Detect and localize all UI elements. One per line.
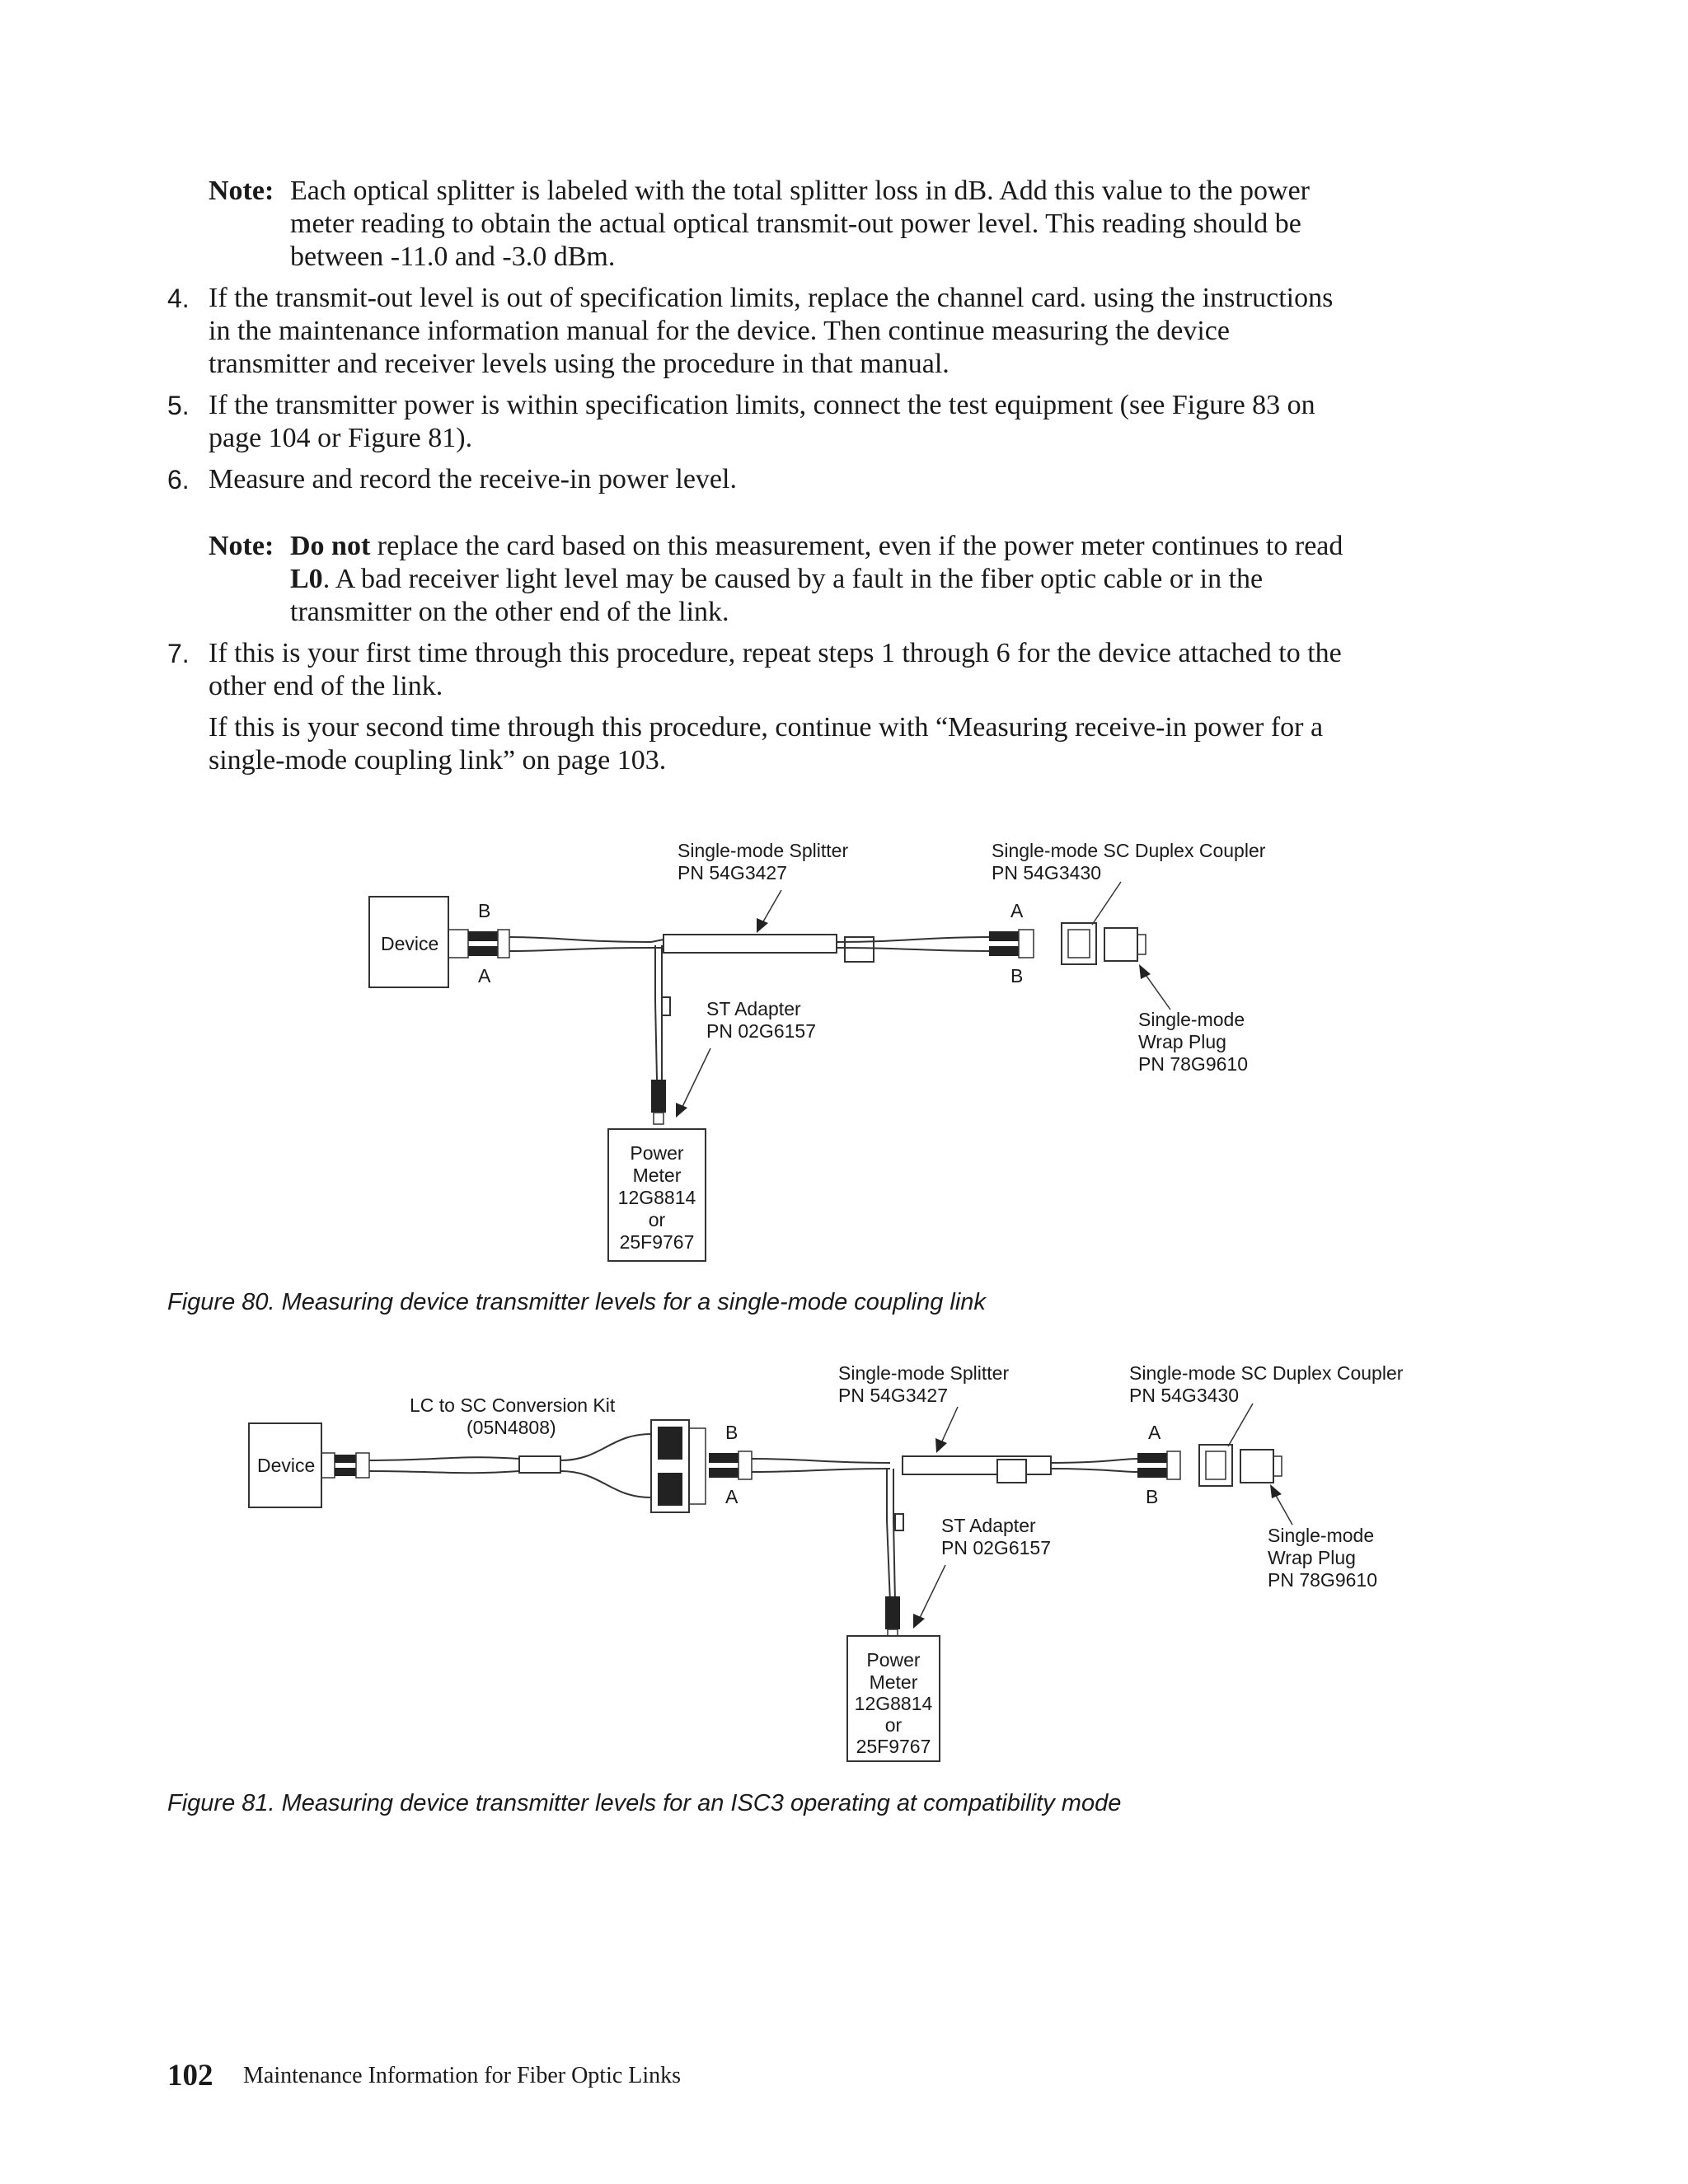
conversion-kit-pn: (05N4808) (467, 1417, 556, 1438)
port-label-b: B (1146, 1486, 1159, 1507)
fiber-cable (369, 1457, 519, 1460)
sc-connector-icon (709, 1451, 752, 1479)
power-meter-pn: 12G8814 (617, 1187, 696, 1208)
callout-line (762, 890, 781, 923)
fiber-cable (509, 948, 651, 951)
footer-title: Maintenance Information for Fiber Optic Links (243, 2063, 682, 2088)
step-number: 4. (167, 284, 190, 313)
emphasis-text: L0 (290, 564, 323, 594)
splitter-label: Single-mode Splitter (838, 1362, 1010, 1384)
port-label-b: B (478, 900, 491, 921)
port-label-a: A (1148, 1422, 1161, 1443)
step-text-line: transmitter and receiver levels using the procedure in that manual. (209, 349, 950, 379)
step-text-line: single-mode coupling link” on page 103. (209, 745, 667, 776)
arrow-icon (1139, 964, 1151, 979)
port-label-a: A (1010, 900, 1024, 921)
note-text-line (290, 530, 1343, 564)
fiber-cable (655, 945, 657, 1080)
wrap-plug-pn: PN 78G9610 (1138, 1053, 1248, 1075)
power-meter-label: Power (630, 1142, 684, 1164)
st-adapter-pn: PN 02G6157 (941, 1537, 1051, 1558)
device-label: Device (257, 1455, 316, 1476)
coupler-label: Single-mode SC Duplex Coupler (992, 840, 1266, 861)
note-text-line (290, 563, 1263, 597)
callout-line (941, 1407, 958, 1443)
step-text-line: If this is your second time through this procedure, continue with “Measuring receive-in power for a (209, 712, 1324, 743)
wrap-plug-label: Single-mode (1138, 1009, 1245, 1030)
wrap-plug-label: Wrap Plug (1268, 1547, 1356, 1568)
port-label-b: B (1010, 965, 1024, 987)
wrap-plug-icon (1104, 928, 1146, 961)
fiber-cable (887, 1469, 890, 1603)
coupler-pn: PN 54G3430 (992, 862, 1101, 883)
step-number: 5. (167, 391, 190, 420)
power-meter-or: or (884, 1714, 903, 1736)
note-text: . A bad receiver light level may be caused by a fault in the fiber optic cable or in the (322, 564, 1264, 594)
figure-81-diagram (0, 1356, 1688, 1768)
splitter-pn: PN 54G3427 (838, 1385, 948, 1406)
arrow-icon (935, 1438, 947, 1453)
fiber-cable (1051, 1459, 1137, 1463)
conversion-kit-body (519, 1456, 560, 1473)
arrow-icon (1270, 1484, 1282, 1498)
callout-line (1228, 1404, 1253, 1446)
st-adapter-label: ST Adapter (706, 998, 801, 1019)
power-meter-label: Power (866, 1649, 921, 1671)
fiber-cable (509, 937, 651, 942)
emphasis-text: Do not (290, 531, 371, 561)
power-meter-label: Meter (869, 1671, 918, 1693)
note-text-line: between -11.0 and -3.0 dBm. (290, 241, 616, 272)
splitter-label: Single-mode Splitter (678, 840, 849, 861)
note-label: Note: (209, 531, 274, 561)
port-label-a: A (478, 965, 491, 987)
splitter-tab (997, 1460, 1026, 1483)
device-label: Device (381, 933, 439, 954)
step-number: 6. (167, 465, 190, 494)
step-number: 7. (167, 639, 190, 668)
fiber-cable (560, 1471, 651, 1497)
sc-connector-icon (1137, 1451, 1180, 1479)
splitter-pn: PN 54G3427 (678, 862, 787, 883)
st-connector-icon (651, 1080, 666, 1124)
st-adapter-pn: PN 02G6157 (706, 1020, 816, 1042)
callout-line (919, 1565, 945, 1619)
step-text-line: Measure and record the receive-in power level. (209, 464, 737, 494)
arrow-icon (913, 1614, 925, 1629)
coupler-label: Single-mode SC Duplex Coupler (1129, 1362, 1404, 1384)
callout-line (682, 1048, 710, 1108)
power-meter-pn: 25F9767 (856, 1736, 931, 1757)
coupler-pn: PN 54G3430 (1129, 1385, 1239, 1406)
note-text-line: transmitter on the other end of the link. (290, 597, 729, 627)
figure-80-diagram (0, 832, 1688, 1294)
st-adapter-tab (895, 1514, 903, 1530)
power-meter-pn: 12G8814 (854, 1693, 933, 1714)
conversion-kit-label: LC to SC Conversion Kit (410, 1394, 616, 1416)
figure-caption: Figure 80. Measuring device transmitter levels for a single-mode coupling link (167, 1289, 986, 1315)
port-label-a: A (725, 1486, 738, 1507)
sc-connector-icon (989, 930, 1034, 958)
lc-connector-icon (321, 1453, 369, 1478)
step-text-line: If the transmitter power is within specification limits, connect the test equipment (see Figure 83 on (209, 390, 1315, 420)
fiber-cable (369, 1471, 519, 1473)
port-label-b: B (725, 1422, 738, 1443)
power-meter-pn: 25F9767 (619, 1231, 695, 1253)
fiber-cable (752, 1459, 890, 1463)
wrap-plug-pn: PN 78G9610 (1268, 1569, 1377, 1591)
note-text: replace the card based on this measurement, even if the power meter continues to read (370, 531, 1343, 561)
callout-line (1144, 972, 1170, 1010)
duplex-coupler-icon (1062, 923, 1096, 964)
st-adapter-tab (662, 997, 670, 1015)
figure-caption: Figure 81. Measuring device transmitter levels for an ISC3 operating at compatibility mode (167, 1790, 1122, 1816)
step-text-line: in the maintenance information manual for the device. Then continue measuring the device (209, 316, 1230, 346)
fiber-cable (560, 1434, 651, 1460)
fiber-cable (752, 1469, 890, 1472)
splitter-body (663, 935, 837, 953)
power-meter-or: or (648, 1209, 666, 1230)
arrow-icon (676, 1103, 687, 1118)
wrap-plug-icon (1240, 1450, 1282, 1483)
wrap-plug-label: Single-mode (1268, 1525, 1375, 1546)
fiber-cable (1051, 1469, 1137, 1472)
step-text-line: If this is your first time through this procedure, repeat steps 1 through 6 for the device attached to the (209, 638, 1342, 668)
callout-line (1092, 882, 1121, 925)
arrow-icon (757, 918, 768, 933)
power-meter-label: Meter (632, 1165, 682, 1186)
st-connector-icon (885, 1596, 900, 1641)
page-number: 102 (167, 2059, 213, 2093)
wrap-plug-label: Wrap Plug (1138, 1031, 1226, 1052)
sc-connector-icon (448, 930, 509, 958)
step-text-line: page 104 or Figure 81). (209, 423, 473, 453)
step-text-line: other end of the link. (209, 671, 443, 701)
step-text-line: If the transmit-out level is out of specification limits, replace the channel card. using the instructions (209, 283, 1334, 313)
duplex-coupler-icon (1199, 1445, 1232, 1486)
callout-line (1274, 1493, 1292, 1525)
note-text-line: meter reading to obtain the actual optical transmit-out power level. This reading should be (290, 209, 1301, 239)
note-text-line: Each optical splitter is labeled with the total splitter loss in dB. Add this value to the power (290, 176, 1310, 206)
splitter-body (903, 1456, 1051, 1474)
note-label: Note: (209, 176, 274, 206)
conversion-housing-icon (651, 1420, 706, 1512)
st-adapter-label: ST Adapter (941, 1515, 1036, 1536)
